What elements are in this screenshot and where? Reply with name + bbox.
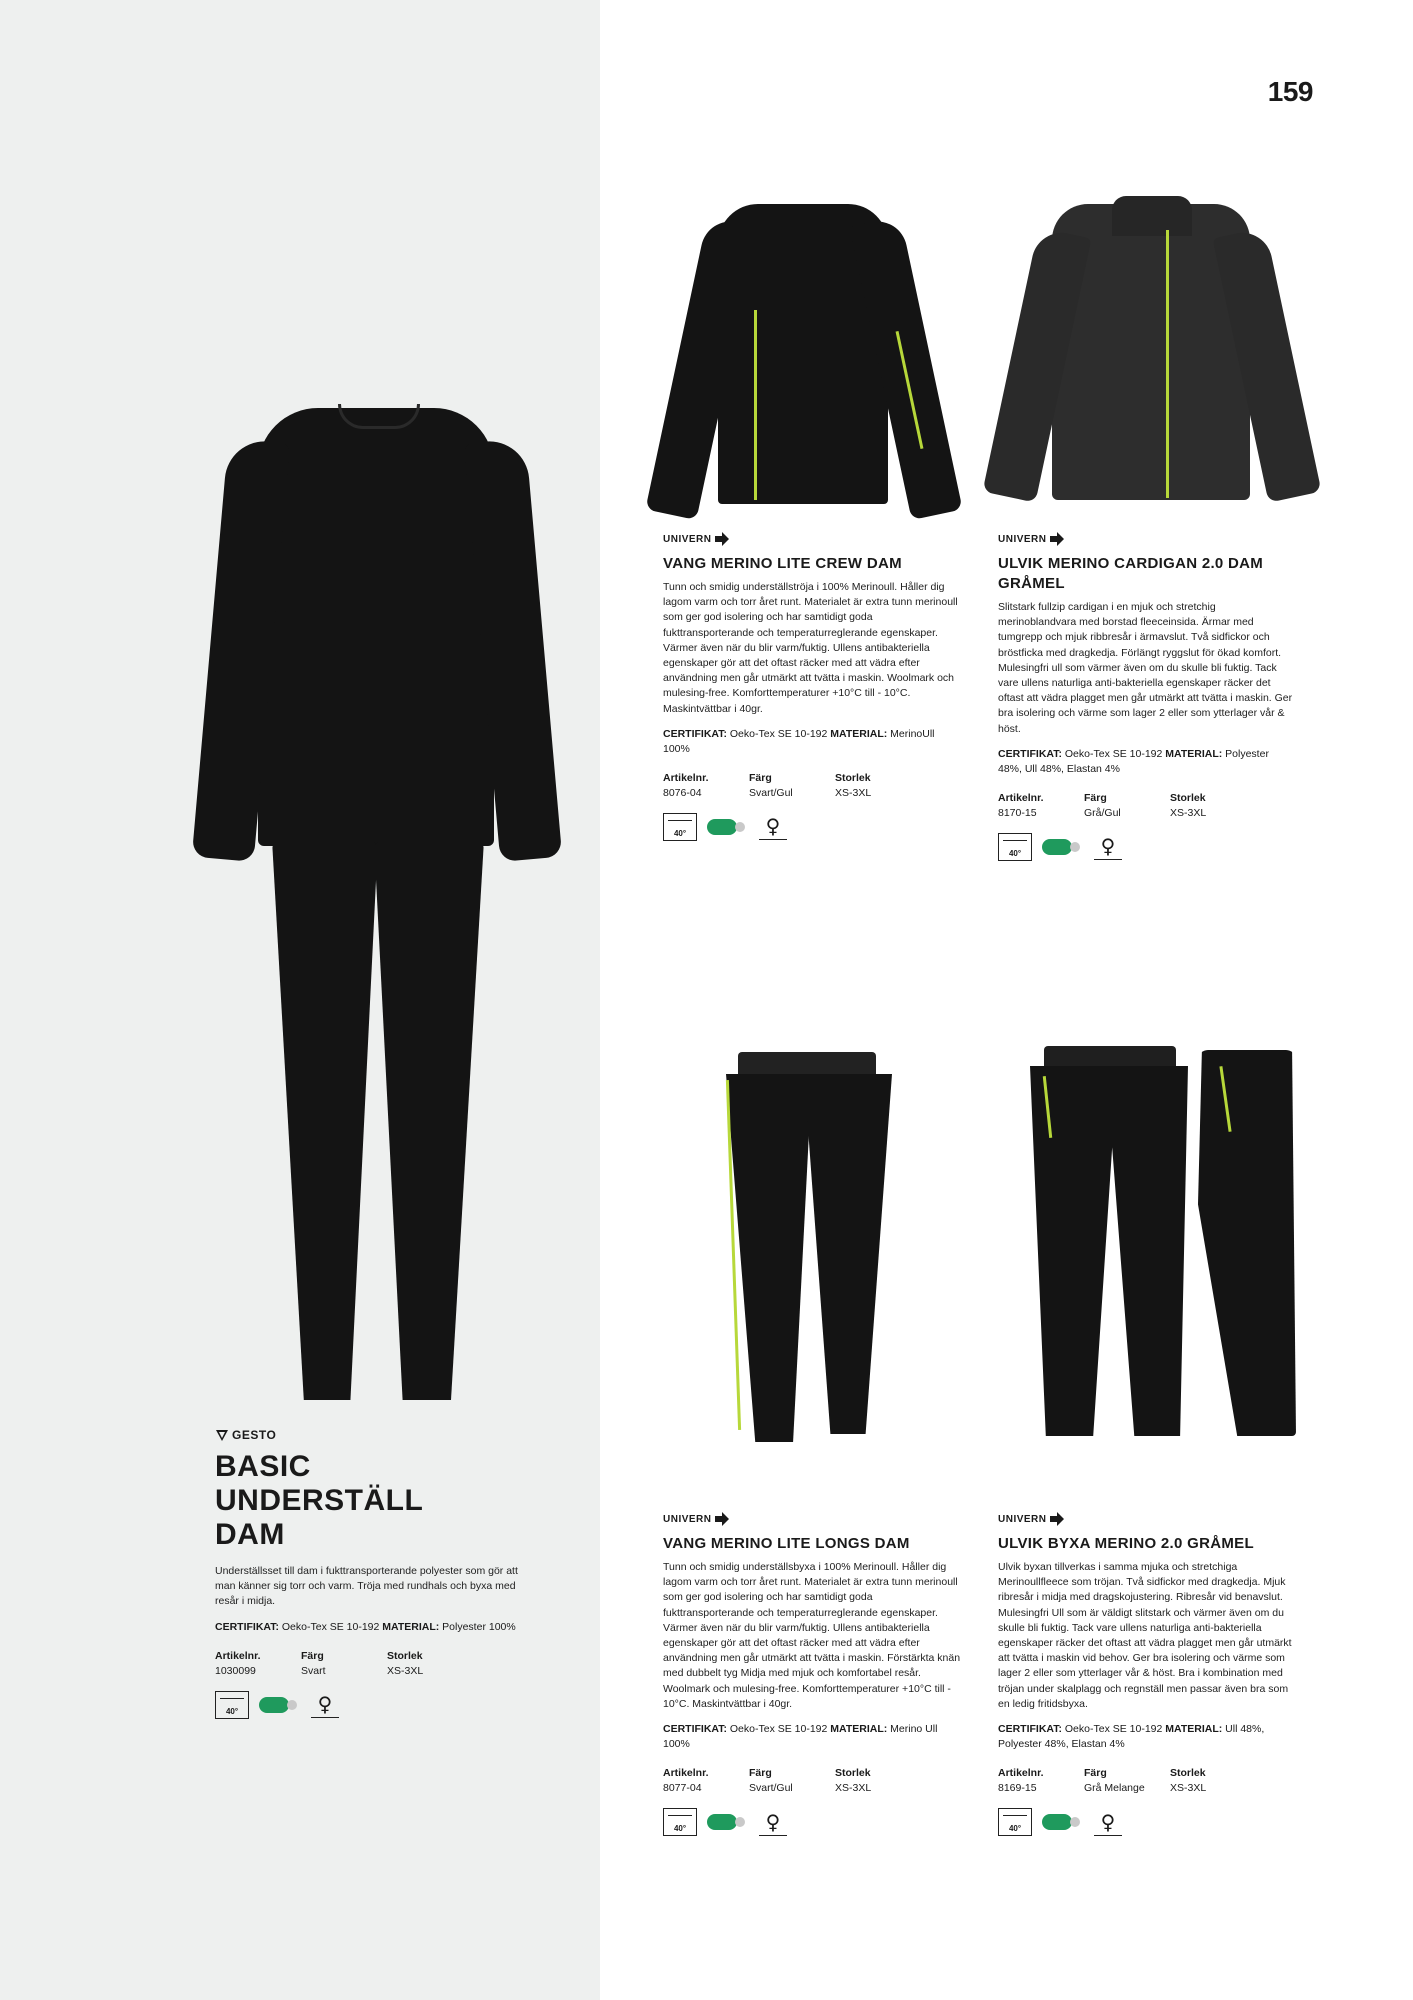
care-icons [998,833,1294,861]
material-label: MATERIAL: [830,727,888,740]
univern-logo-icon [1050,532,1064,546]
cert-value: Oeko-Tex SE 10-192 [281,1620,380,1633]
female-icon: ♀ [1094,1809,1122,1836]
care-icons [663,813,963,841]
size-value: XS-3XL [835,786,872,799]
univern-brand [998,532,1294,546]
cert-value: Oeko-Tex SE 10-192 [1064,747,1163,760]
product-title [215,1450,525,1552]
product-title: VANG MERINO LITE LONGS DAM [663,1535,910,1552]
art-value: 8169-15 [998,1782,1037,1795]
product-spec-table [663,1766,963,1796]
cert-label: CERTIFIKAT: [663,1723,727,1736]
art-value: 8077-04 [663,1782,702,1795]
wash-40-icon [215,1691,249,1719]
color-value: Svart/Gul [749,786,793,799]
cardigan-zipper [1166,230,1169,498]
product-title: VANG MERINO LITE CREW DAM [663,555,902,572]
care-icons [215,1691,525,1719]
longs-right-leg-shape [804,1074,892,1434]
product-ulvik-byxa [998,1512,1294,1836]
product-certificate [663,727,963,757]
product-description: Ulvik byxan tillverkas i samma mjuka och stretchiga Merinoullfleece som tröjan. Två sidfickor med dragkedja. Mjuk ribresår i midja med dragskojustering. Ribresår vid benavslut. Mulesingfri Ull som är väldigt slitstark och värmer även om du skulle bli fuktig. Tack vare ullens naturliga anti-bakteriella egenskaper räcker det oftast att vädra plagget men går utmärkt att tvätta i maskin vid behov. Ger bra isolering och värme som lager 2 eller som ytterlager vår & höst. Bra i kombination med tröjan under skalplagg och regnställ men passar även bra som en ledig fritidsbyxa. [998,1561,1292,1710]
wash-temp: 40° [673,1824,687,1834]
size-value: XS-3XL [1170,1782,1207,1795]
collar-shape [338,404,420,429]
material-value: MerinoUll 100% [663,727,935,755]
product-description: Tunn och smidig underställsbyxa i 100% Merinoull. Håller dig lagom varm och torr året runt. Materialet är extra tunn merinoull som ger god isolering och har samtidigt goda fukttransporterande och temperaturreglerande egenskaper. Värmer även när du blir varm/fuktig. Ullens antibakteriella egenskaper gör att det oftast räcker med att vädra efter användning men går utmärkt att tvätta i maskin. Förstärkta knän med dubbelt tyg Midja med mjuk och komfortabel resår. Woolmark och mulesing-free. Komforttemperaturer +10°C till - 10°C. Maskintvättbar i 40gr. [663,1561,961,1710]
art-value: 8076-04 [663,786,702,799]
oeko-tex-icon [259,1697,289,1713]
color-label: Färg [1084,791,1107,804]
cert-value: Oeko-Tex SE 10-192 [729,1723,828,1736]
product-vang-crew [663,532,963,841]
wash-temp: 40° [673,828,687,838]
univern-brand [663,1512,963,1526]
female-icon: ♀ [759,813,787,840]
cardigan-collar-shape [1112,196,1192,236]
univern-brand-label: UNIVERN [998,1513,1047,1525]
art-label: Artikelnr. [663,1767,709,1780]
univern-brand-label: UNIVERN [663,533,712,545]
color-value: Grå Melange [1084,1782,1145,1795]
product-certificate [998,747,1294,777]
product-title-line1: ULVIK MERINO CARDIGAN 2.0 DAM [998,555,1264,572]
material-value: Merino Ull 100% [663,1723,938,1751]
product-description: Underställsset till dam i fukttransporterande polyester som gör att man känner sig torr och varm. Tröja med rundhals och byxa med resår i midja. [215,1565,518,1608]
product-spec-table [998,1766,1294,1796]
oeko-tex-icon [707,1814,737,1830]
wash-40-icon [663,1808,697,1836]
oeko-tex-icon [707,819,737,835]
size-value: XS-3XL [835,1782,872,1795]
product-title-line2: GRÅMEL [998,575,1065,592]
product-description: Slitstark fullzip cardigan i en mjuk och stretchig merinoblandvara med borstad fleeceinsida. Ärmar med tumgrepp och mjuk ribbresår i ärmavslut. Två sidfickor och bröstficka med dragkedja. Förlängt ryggslut för ökad komfort. Mulesingfri ull som värmer även om du skulle bli fuktig. Tack vare ullens naturliga anti-bakteriella egenskaper räcker det oftast att vädra plagget men går utmärkt att tvätta i maskin. Ger bra isolering och värme som lager 2 eller som ytterlager vår & höst. [998,601,1293,735]
gesto-brand-label: GESTO [232,1428,277,1442]
oeko-tex-icon [1042,1814,1072,1830]
material-value: Polyester 100% [442,1620,516,1633]
product-ulvik-cardigan [998,532,1294,861]
color-label: Färg [749,771,772,784]
color-value: Svart [301,1664,326,1677]
material-label: MATERIAL: [830,1723,888,1736]
product-title-line1: BASIC UNDERSTÄLL [215,1450,424,1517]
byxa-front-legs-shape [1030,1066,1188,1436]
product-spec-table [998,791,1294,821]
color-label: Färg [1084,1767,1107,1780]
size-label: Storlek [387,1649,423,1662]
product-title [998,554,1294,594]
univern-logo-icon [715,532,729,546]
size-label: Storlek [835,1767,871,1780]
female-icon: ♀ [1094,833,1122,860]
cert-value: Oeko-Tex SE 10-192 [729,727,828,740]
crew-side-stripe [754,310,757,500]
size-label: Storlek [1170,1767,1206,1780]
product-vang-longs [663,1512,963,1836]
product-spec-table [215,1649,525,1679]
univern-logo-icon [1050,1512,1064,1526]
wash-40-icon [998,833,1032,861]
art-label: Artikelnr. [998,1767,1044,1780]
product-certificate [998,1722,1294,1752]
wash-40-icon [998,1808,1032,1836]
gesto-logo-icon [215,1428,229,1442]
female-icon: ♀ [311,1691,339,1718]
color-value: Svart/Gul [749,1782,793,1795]
size-label: Storlek [1170,791,1206,804]
cert-label: CERTIFIKAT: [998,747,1062,760]
univern-brand [663,532,963,546]
wash-40-icon [663,813,697,841]
care-icons [998,1808,1294,1836]
product-certificate [215,1620,525,1635]
care-icons [663,1808,963,1836]
product-spec-table [663,771,963,801]
oeko-tex-icon [1042,839,1072,855]
top-torso-shape [258,408,494,846]
material-label: MATERIAL: [1165,747,1223,760]
material-label: MATERIAL: [1165,1723,1223,1736]
female-icon: ♀ [759,1809,787,1836]
cert-label: CERTIFIKAT: [663,727,727,740]
color-label: Färg [301,1649,324,1662]
size-label: Storlek [835,771,871,784]
product-description: Tunn och smidig underställströja i 100% Merinoull. Håller dig lagom varm och torr året runt. Materialet är extra tunn merinoull som ger god isolering och har samtidigt goda fukttransporterande och temperaturreglerande egenskaper. Värmer även när du blir varm/fuktig. Ullens antibakteriella egenskaper gör att det oftast räcker med att vädra efter användning men går utmärkt att tvätta i maskin. Woolmark och mulesing-free. Komforttemperaturer +10°C till - 10°C. Maskintvättbar i 40gr. [663,581,958,715]
gesto-brand [215,1428,525,1442]
cert-label: CERTIFIKAT: [215,1620,279,1633]
cert-label: CERTIFIKAT: [998,1723,1062,1736]
art-label: Artikelnr. [663,771,709,784]
product-title: ULVIK BYXA MERINO 2.0 GRÅMEL [998,1535,1254,1552]
page-number: 159 [1267,76,1313,107]
product-basic-underwear [215,1428,525,1719]
cert-value: Oeko-Tex SE 10-192 [1064,1723,1163,1736]
univern-brand-label: UNIVERN [998,533,1047,545]
material-label: MATERIAL: [382,1620,440,1633]
size-value: XS-3XL [1170,806,1207,819]
byxa-back-legs-shape [1198,1050,1296,1436]
univern-logo-icon [715,1512,729,1526]
product-certificate [663,1722,963,1752]
art-label: Artikelnr. [998,791,1044,804]
color-label: Färg [749,1767,772,1780]
product-title-line2: DAM [215,1518,285,1551]
material-value: Ull 48%, Polyester 48%, Elastan 4% [998,1723,1265,1751]
material-value: Polyester 48%, Ull 48%, Elastan 4% [998,747,1269,775]
color-value: Grå/Gul [1084,806,1121,819]
wash-temp: 40° [225,1706,239,1716]
univern-brand [998,1512,1294,1526]
art-value: 8170-15 [998,806,1037,819]
wash-temp: 40° [1008,1824,1022,1834]
size-value: XS-3XL [387,1664,424,1677]
univern-brand-label: UNIVERN [663,1513,712,1525]
wash-temp: 40° [1008,848,1022,858]
art-value: 1030099 [215,1664,256,1677]
art-label: Artikelnr. [215,1649,261,1662]
